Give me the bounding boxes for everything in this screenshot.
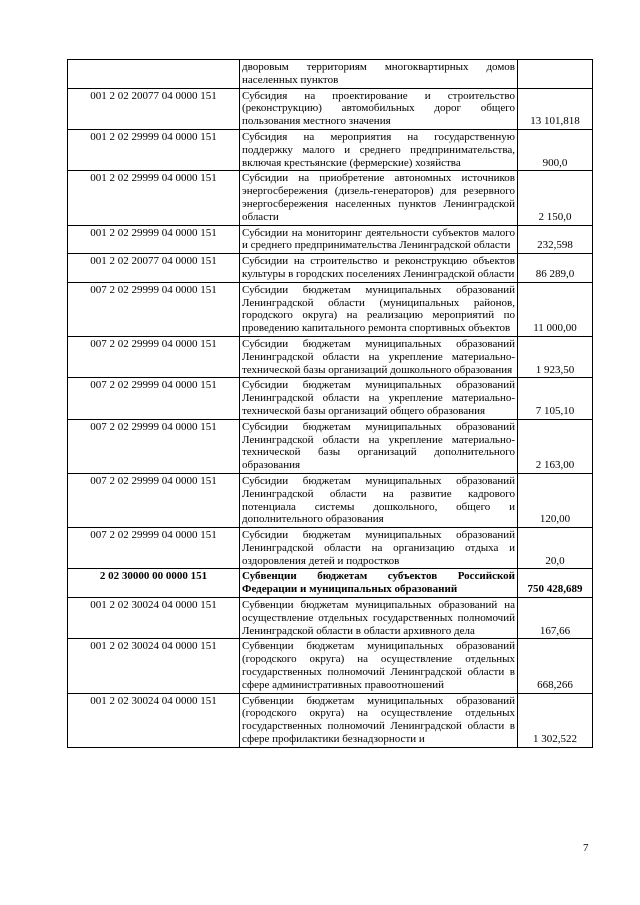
budget-code: 001 2 02 20077 04 0000 151 — [68, 88, 240, 129]
revenue-description: Субвенции бюджетам субъектов Российской Федерации и муниципальных образований — [240, 569, 518, 598]
budget-table-body — [68, 60, 593, 748]
revenue-description: Субсидии бюджетам муниципальных образований Ленинградской области на укрепление материально-технической базы организаций общего образования — [240, 378, 518, 419]
amount-value: 7 105,10 — [518, 378, 593, 419]
table-row — [68, 528, 593, 569]
amount-value: 11 000,00 — [518, 282, 593, 336]
budget-table — [67, 59, 593, 748]
revenue-description: Субсидии на мониторинг деятельности субъектов малого и среднего предпринимательства Ленинградской области — [240, 225, 518, 254]
budget-code: 007 2 02 29999 04 0000 151 — [68, 282, 240, 336]
revenue-description: Субвенции бюджетам муниципальных образований (городского округа) на осуществление отдельных государственных полномочий Ленинградской области в сфере профилактики безнадзорности и — [240, 693, 518, 747]
budget-code: 001 2 02 29999 04 0000 151 — [68, 129, 240, 170]
budget-code: 001 2 02 29999 04 0000 151 — [68, 225, 240, 254]
budget-code: 001 2 02 30024 04 0000 151 — [68, 598, 240, 639]
amount-value: 2 150,0 — [518, 171, 593, 225]
amount-value: 20,0 — [518, 528, 593, 569]
budget-code — [68, 60, 240, 89]
amount-value: 2 163,00 — [518, 419, 593, 473]
revenue-description: Субсидия на мероприятия на государственную поддержку малого и среднего предпринимательства, включая крестьянские (фермерские) хозяйства — [240, 129, 518, 170]
revenue-description: Субсидии бюджетам муниципальных образований Ленинградской области на развитие кадрового потенциала системы дошкольного, общего и дополнительного образования — [240, 473, 518, 527]
budget-code: 007 2 02 29999 04 0000 151 — [68, 528, 240, 569]
amount-value: 120,00 — [518, 473, 593, 527]
budget-code: 007 2 02 29999 04 0000 151 — [68, 378, 240, 419]
amount-value: 1 923,50 — [518, 336, 593, 377]
budget-code: 001 2 02 30024 04 0000 151 — [68, 639, 240, 693]
budget-code: 001 2 02 29999 04 0000 151 — [68, 171, 240, 225]
budget-code: 007 2 02 29999 04 0000 151 — [68, 336, 240, 377]
table-row — [68, 60, 593, 89]
amount-value — [518, 60, 593, 89]
table-row — [68, 693, 593, 747]
table-row — [68, 473, 593, 527]
table-row — [68, 598, 593, 639]
amount-value: 86 289,0 — [518, 254, 593, 283]
amount-value: 750 428,689 — [518, 569, 593, 598]
table-row — [68, 282, 593, 336]
table-row — [68, 171, 593, 225]
table-row — [68, 129, 593, 170]
amount-value: 13 101,818 — [518, 88, 593, 129]
amount-value: 1 302,522 — [518, 693, 593, 747]
revenue-description: Субсидии бюджетам муниципальных образований Ленинградской области на укрепление материально-технической базы организаций дополнительного образования — [240, 419, 518, 473]
revenue-description: дворовым территориям многоквартирных домов населенных пунктов — [240, 60, 518, 89]
revenue-description: Субсидии бюджетам муниципальных образований Ленинградской области на укрепление материально-технической базы организаций дошкольного образования — [240, 336, 518, 377]
budget-code: 007 2 02 29999 04 0000 151 — [68, 419, 240, 473]
amount-value: 668,266 — [518, 639, 593, 693]
revenue-description: Субсидии бюджетам муниципальных образований Ленинградской области (муниципальных районов, городского округа) на реализацию мероприятий по проведению капитального ремонта спортивных объектов — [240, 282, 518, 336]
budget-code: 007 2 02 29999 04 0000 151 — [68, 473, 240, 527]
budget-code: 2 02 30000 00 0000 151 — [68, 569, 240, 598]
revenue-description: Субвенции бюджетам муниципальных образований на осуществление отдельных государственных полномочий Ленинградской области в области архивного дела — [240, 598, 518, 639]
amount-value: 232,598 — [518, 225, 593, 254]
amount-value: 167,66 — [518, 598, 593, 639]
revenue-description: Субсидии на строительство и реконструкцию объектов культуры в городских поселениях Ленинградской области — [240, 254, 518, 283]
table-row — [68, 569, 593, 598]
page-number: 7 — [583, 842, 589, 854]
revenue-description: Субвенции бюджетам муниципальных образований (городского округа) на осуществление отдельных государственных полномочий Ленинградской области в сфере административных правоотношений — [240, 639, 518, 693]
budget-code: 001 2 02 30024 04 0000 151 — [68, 693, 240, 747]
revenue-description: Субсидии бюджетам муниципальных образований Ленинградской области на организацию отдыха и оздоровления детей и подростков — [240, 528, 518, 569]
revenue-description: Субсидии на приобретение автономных источников энергосбережения (дизель-генераторов) для резервного энергосбережения населенных пунктов Ленинградской области — [240, 171, 518, 225]
table-row — [68, 254, 593, 283]
revenue-description: Субсидия на проектирование и строительство (реконструкцию) автомобильных дорог общего пользования местного значения — [240, 88, 518, 129]
table-row — [68, 378, 593, 419]
table-row — [68, 88, 593, 129]
table-row — [68, 419, 593, 473]
budget-code: 001 2 02 20077 04 0000 151 — [68, 254, 240, 283]
table-row — [68, 225, 593, 254]
amount-value: 900,0 — [518, 129, 593, 170]
table-row — [68, 639, 593, 693]
table-row — [68, 336, 593, 377]
